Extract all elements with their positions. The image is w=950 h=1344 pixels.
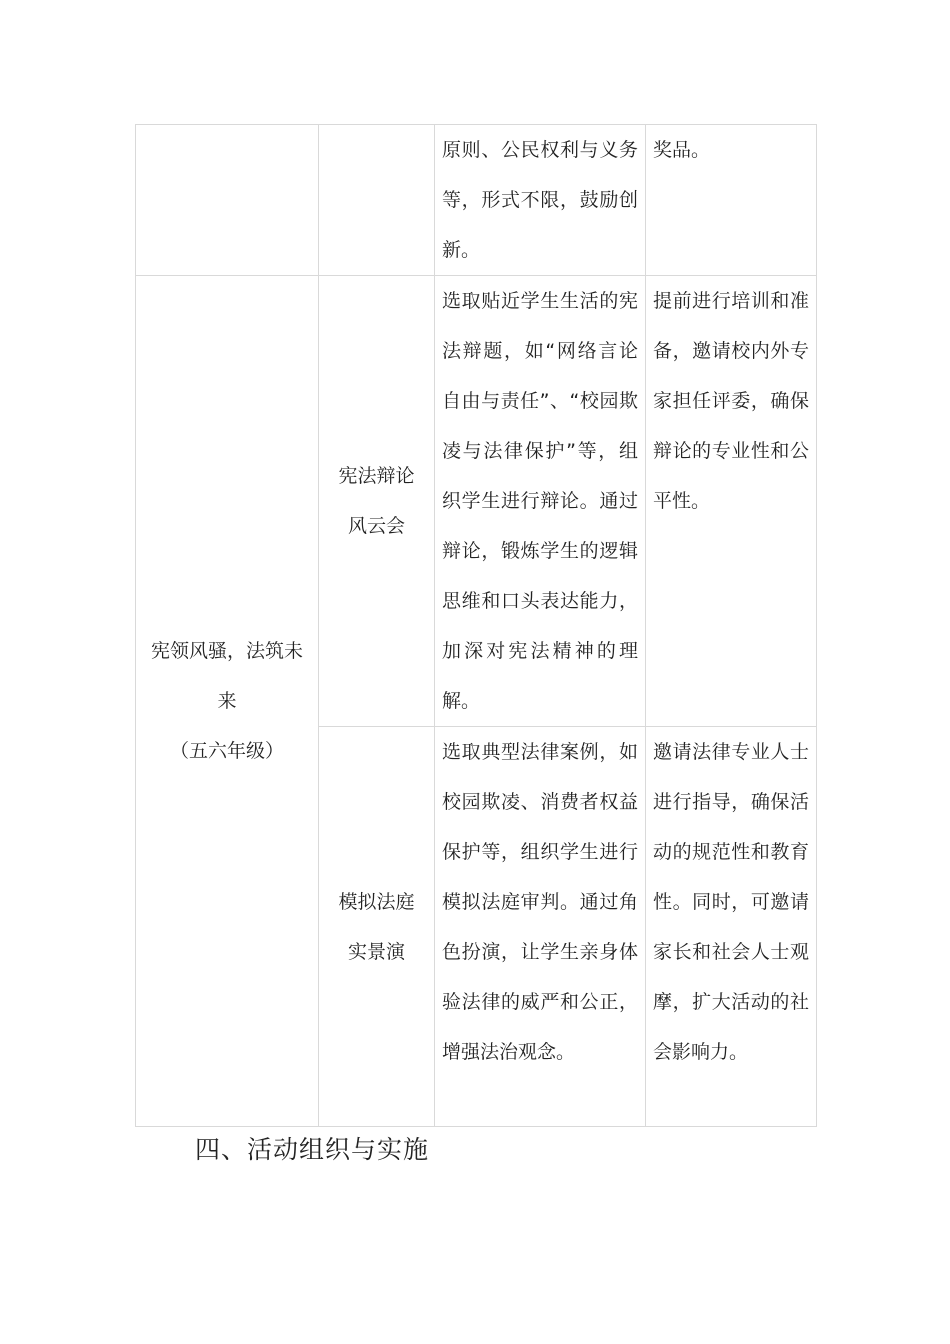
group-title-cell (136, 276, 319, 1127)
section-heading: 四、活动组织与实施 (195, 1135, 430, 1164)
table-cell-empty (319, 125, 435, 276)
activity-table (135, 124, 817, 1127)
activity-notes: 奖品。 (653, 139, 711, 161)
activity-content: 选取典型法律案例，如校园欺凌、消费者权益保护等，组织学生进行模拟法庭审判。通过角色扮演，让学生亲身体验法律的威严和公正，增强法治观念。 (442, 741, 638, 1063)
activity-name-cell (319, 276, 435, 727)
activity-content-cell (435, 727, 646, 1127)
activity-notes-cell (646, 727, 817, 1127)
activity-notes-cell (646, 276, 817, 727)
activity-name: 宪法辩论风云会 (338, 465, 415, 537)
group-title (143, 626, 311, 776)
table-row (136, 276, 817, 727)
activity-notes-cell (646, 125, 817, 276)
activity-name: 模拟法庭实景演 (338, 890, 415, 963)
table-row (136, 125, 817, 276)
group-title-text: 宪领风骚，法筑未来 (151, 640, 304, 712)
activity-content: 选取贴近学生生活的宪法辩题，如“网络言论自由与责任”、“校园欺凌与法律保护”等，组织学生进行辩论。通过辩论，锻炼学生的逻辑思维和口头表达能力，加深对宪法精神的理解。 (442, 290, 638, 712)
activity-content-cell (435, 276, 646, 727)
table-cell-empty (136, 125, 319, 276)
activity-notes: 邀请法律专业人士进行指导，确保活动的规范性和教育性。同时，可邀请家长和社会人士观摩，扩大活动的社会影响力。 (653, 741, 809, 1063)
group-grade: （五六年级） (169, 740, 284, 762)
activity-notes: 提前进行培训和准备，邀请校内外专家担任评委，确保辩论的专业性和公平性。 (653, 290, 809, 512)
activity-content-cell (435, 125, 646, 276)
activity-content: 原则、公民权利与义务等，形式不限，鼓励创新。 (442, 139, 638, 261)
activity-name-cell (319, 727, 435, 1127)
